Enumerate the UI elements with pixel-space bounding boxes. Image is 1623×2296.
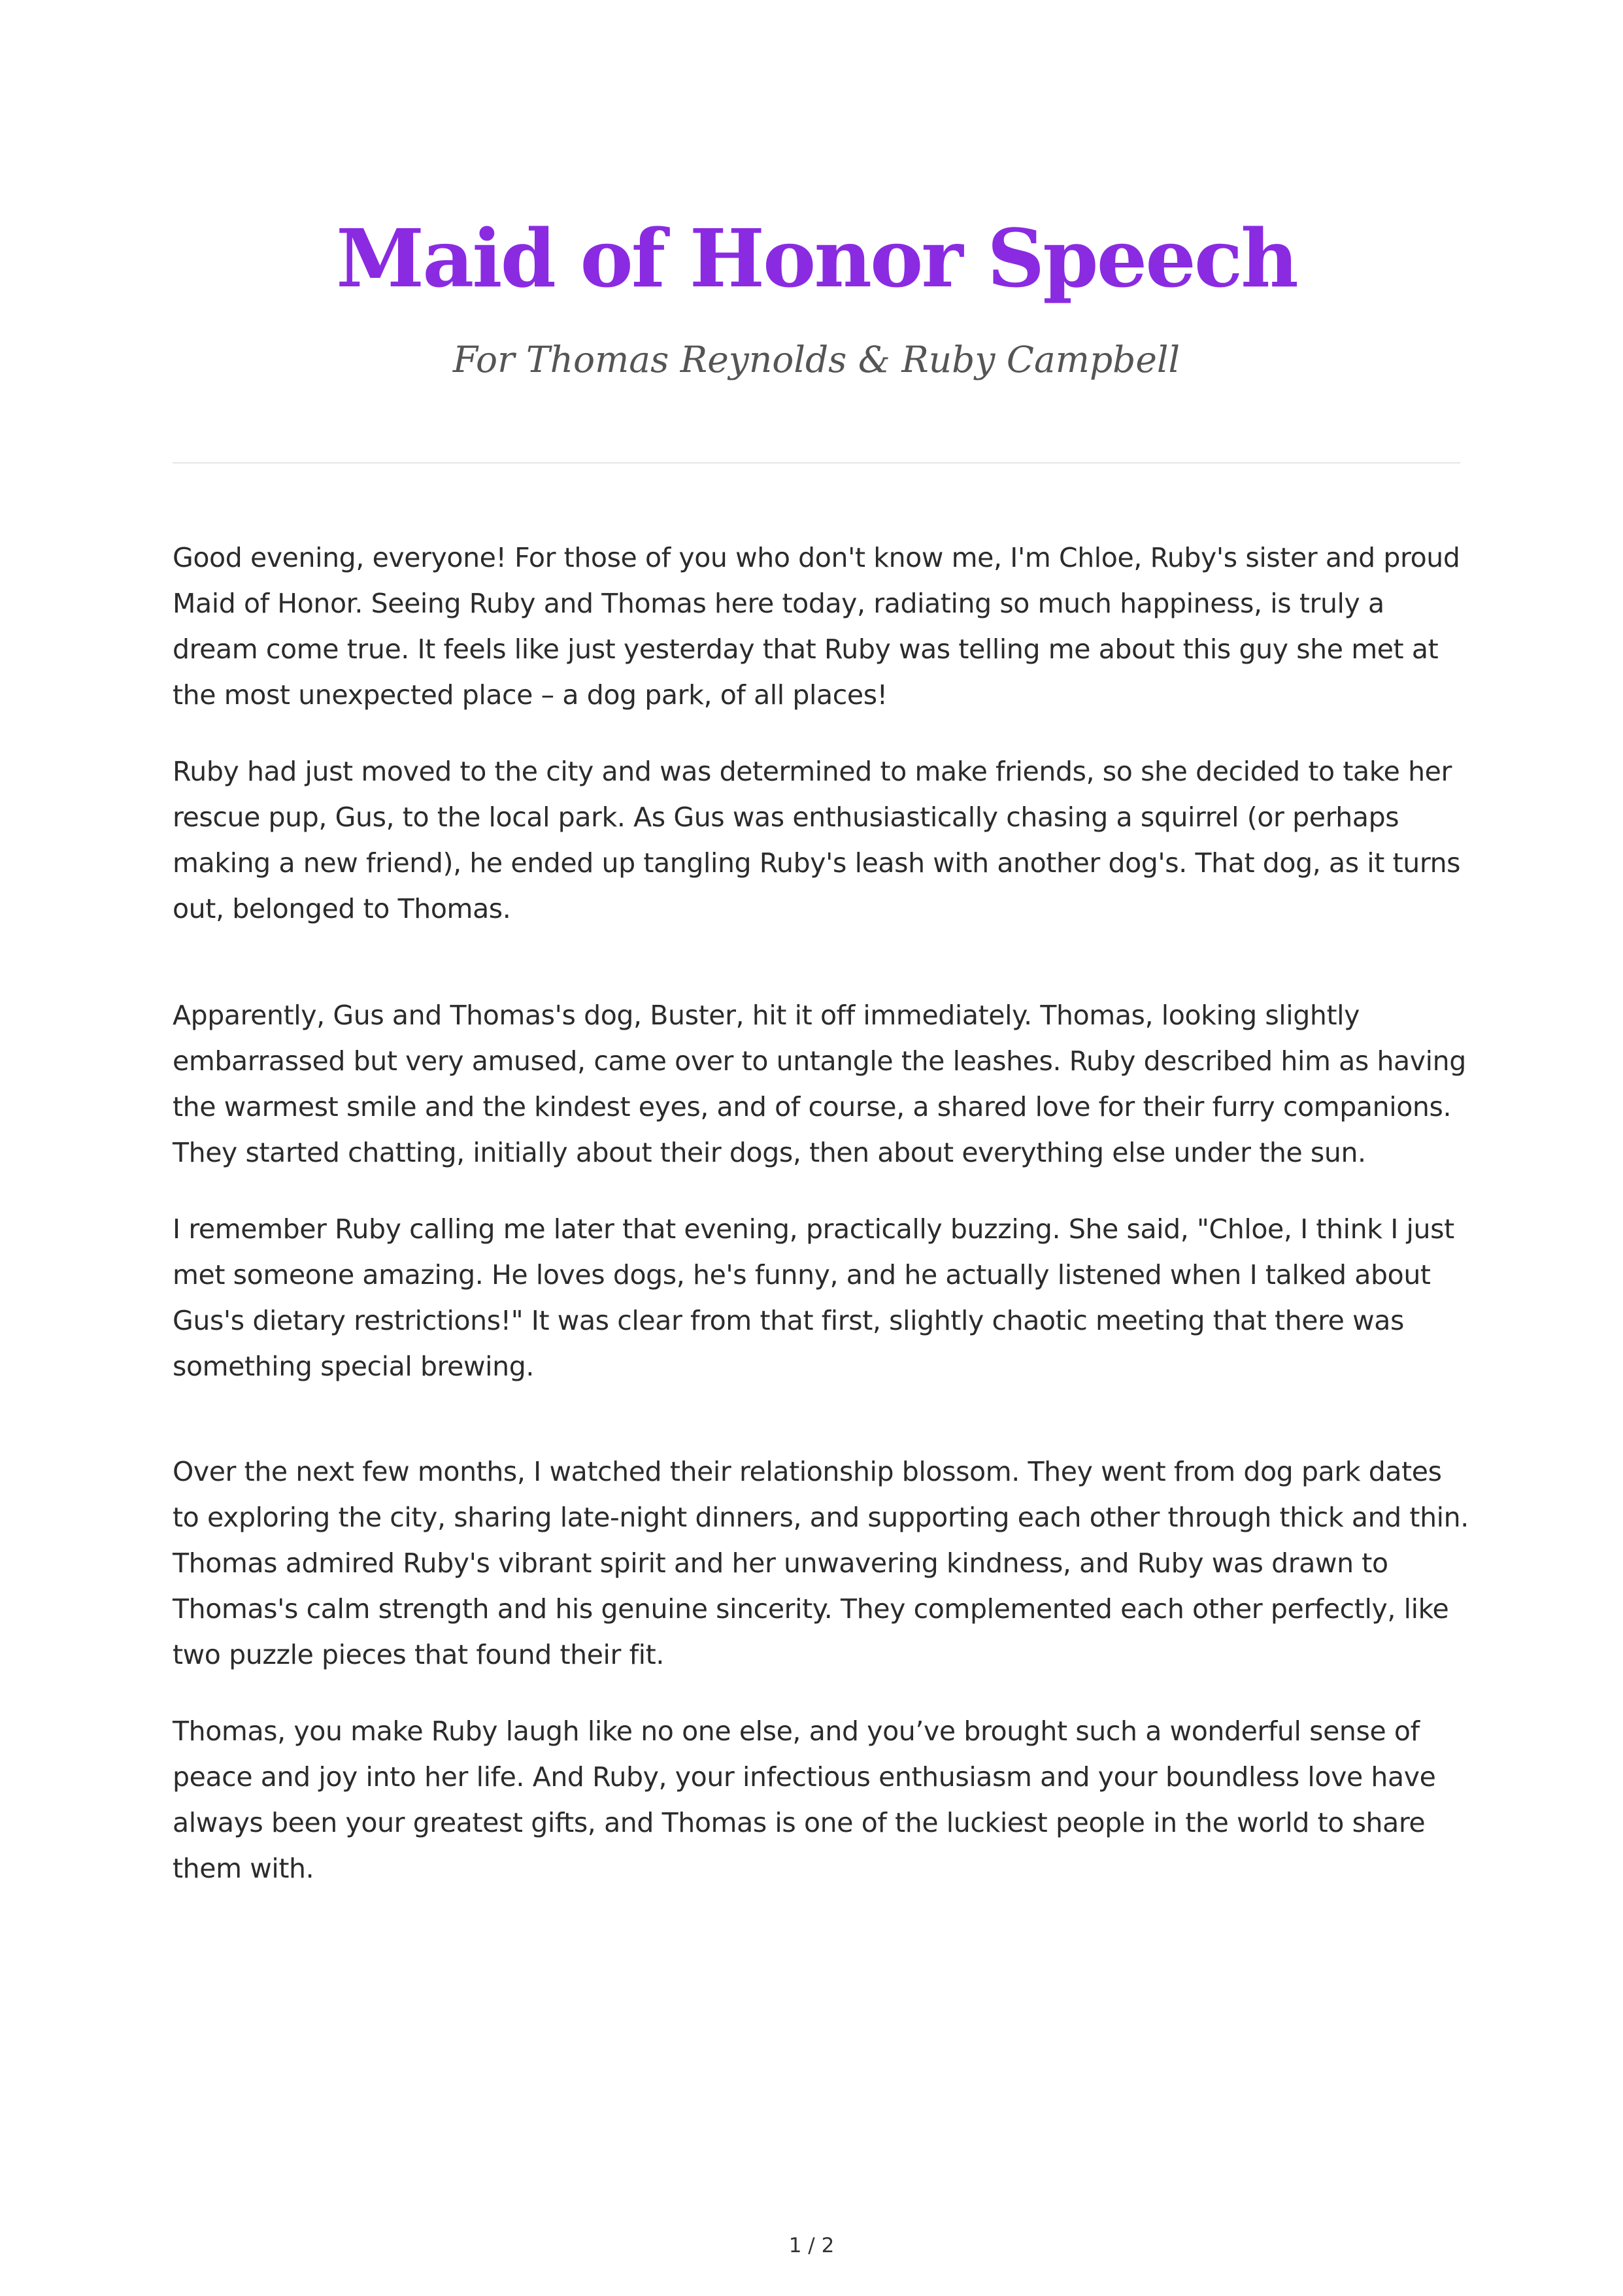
- document-subtitle: For Thomas Reynolds & Ruby Campbell: [452, 339, 1180, 380]
- speech-paragraph: Apparently, Gus and Thomas's dog, Buster, hit it off immediately. Thomas, looking slightly embarrassed but very amused, came over to untangle the leashes. Ruby described him as having the warmest smile and the kindest eyes, and of course, a shared love for their furry companions. They started chatting, initially about their dogs, then about everything else under the sun.: [173, 1000, 1466, 1168]
- document-title: Maid of Honor Speech: [336, 211, 1297, 305]
- speech-paragraph: Ruby had just moved to the city and was determined to make friends, so she decided to take her rescue pup, Gus, to the local park. As Gus was enthusiastically chasing a squirrel (or perhaps making a new friend), he ended up tangling Ruby's leash with another dog's. That dog, as it turns out, belonged to Thomas.: [173, 756, 1461, 924]
- speech-paragraph: Thomas, you make Ruby laugh like no one else, and you’ve brought such a wonderful sense of peace and joy into her life. And Ruby, your infectious enthusiasm and your boundless love have always been your greatest gifts, and Thomas is one of the luckiest people in the world to share them with.: [173, 1715, 1436, 1884]
- page-number: 1 / 2: [788, 2234, 835, 2257]
- speech-paragraph: Over the next few months, I watched their relationship blossom. They went from dog park dates to exploring the city, sharing late-night dinners, and supporting each other through thick and thin. Thomas admired Ruby's vibrant spirit and her unwavering kindness, and Ruby was drawn to Thomas's calm strength and his genuine sincerity. They complemented each other perfectly, like two puzzle pieces that found their fit.: [173, 1456, 1469, 1670]
- speech-paragraph: Good evening, everyone! For those of you who don't know me, I'm Chloe, Ruby's sister and proud Maid of Honor. Seeing Ruby and Thomas here today, radiating so much happiness, is truly a dream come true. It feels like just yesterday that Ruby was telling me about this guy she met at the most unexpected place – a dog park, of all places!: [173, 542, 1460, 711]
- speech-paragraph: I remember Ruby calling me later that evening, practically buzzing. She said, "Chloe, I think I just met someone amazing. He loves dogs, he's funny, and he actually listened when I talked about Gus's dietary restrictions!" It was clear from that first, slightly chaotic meeting that there was something special brewing.: [173, 1213, 1454, 1382]
- title-divider: [173, 462, 1460, 464]
